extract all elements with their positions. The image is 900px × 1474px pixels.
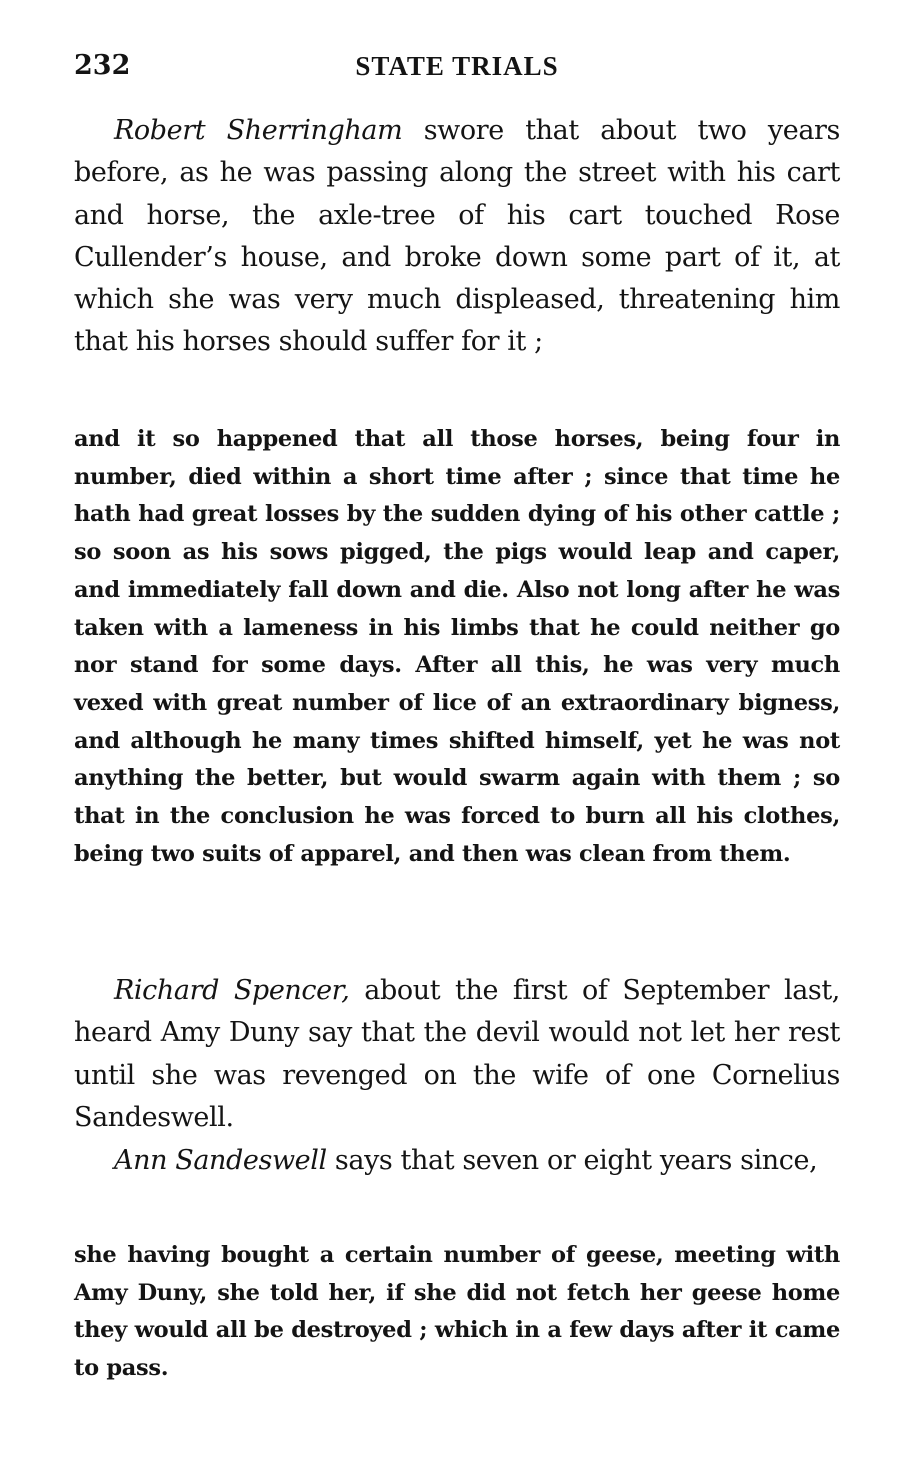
page-number: 232	[74, 50, 131, 81]
witness-name: Ann Sandeswell	[114, 1145, 327, 1176]
paragraph-sandeswell-geese	[74, 1237, 840, 1388]
witness-name: Richard Spencer,	[114, 975, 350, 1006]
running-head	[74, 48, 840, 84]
paragraph-text: swore that about two years before, as he was passing along the street with his cart and horse, the axle-tree of his cart touched Rose Cullender’s house, and broke down some part of it, at which she was very much displeased, threatening him that his horses should suffer for it ;	[74, 115, 841, 358]
paragraph-spencer-testimony	[74, 970, 840, 1139]
paragraph-sherringham-losses	[74, 421, 840, 873]
paragraph-text: and it so happened that all those horses, being four in number, died within a short time after ; since that time he hath had great losses by the sudden dying of his other cattle ; so soon as his sows pigged, the pigs would leap and caper, and immediately fall down and die. Also not long after he was taken with a lameness in his limbs that he could neither go nor stand for some days. After all this, he was very much vexed with great number of lice of an extraordinary bigness, and although he many times shifted himself, yet he was not anything the better, but would swarm again with them ; so that in the conclusion he was forced to burn all his clothes, being two suits of apparel, and then was clean from them.	[74, 426, 840, 867]
paragraph-text: says that seven or eight years since,	[326, 1145, 818, 1176]
paragraph-sandeswell-testimony	[74, 1140, 840, 1182]
paragraph-text: about the first of September last, heard Amy Duny say that the devil would not let her rest until she was revenged on the wife of one Cornelius Sandeswell.	[74, 975, 840, 1133]
paragraph-text: she having bought a certain number of geese, meeting with Amy Duny, she told her, if she did not fetch her geese home they would all be destroyed ; which in a few days after it came to pass.	[74, 1242, 840, 1382]
running-title: STATE TRIALS	[355, 51, 559, 81]
paragraph-sherringham-testimony	[74, 110, 840, 364]
witness-name: Robert Sherringham	[114, 115, 403, 146]
